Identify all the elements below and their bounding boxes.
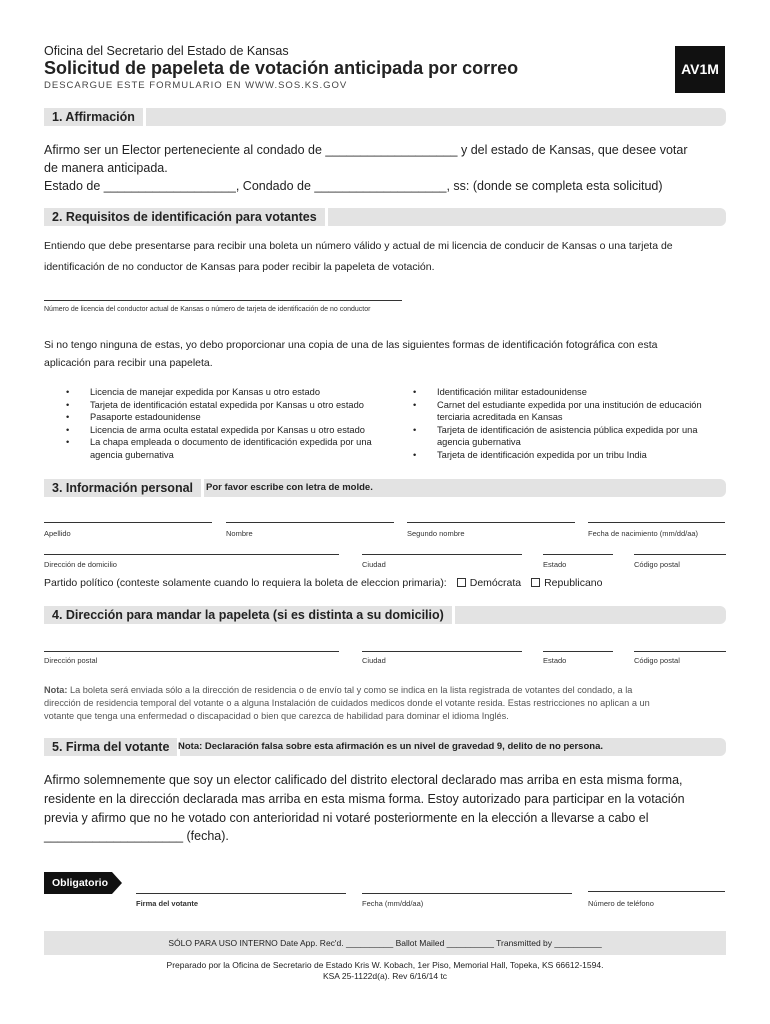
form-code-badge (675, 46, 725, 93)
mail-state-caption: Estado (543, 656, 567, 665)
mail-note (44, 684, 728, 723)
office-name: Oficina del Secretario del Estado de Kansas (44, 44, 289, 58)
oath-line-4: ____________________ (fecha). (44, 829, 229, 843)
mail-address-caption: Dirección postal (44, 656, 98, 665)
nombre-caption: Nombre (226, 529, 253, 538)
list-item: • Licencia de manejar expedida por Kansas u otro estado (66, 386, 386, 399)
id-req-para-1b: identificación de no conductor de Kansas para poder recibir la papeleta de votación. (44, 261, 435, 273)
license-number-caption: Número de licencia del conductor actual de Kansas o número de tarjeta de identificación de no conductor (44, 306, 371, 313)
mail-note-3: votante que tenga una enfermedad o discapacidad o bien que carezca de habilidad para dominar el idioma Inglés. (44, 711, 509, 721)
prepared-by: Preparado por la Oficina de Secretario de Estado Kris W. Kobach, 1er Piso, Memorial Hall, Topeka, KS 66612-1594. (166, 960, 604, 970)
nombre-field[interactable] (226, 522, 394, 523)
domicilio-caption: Dirección de domicilio (44, 560, 117, 569)
affirm-line-1: Afirmo ser un Elector perteneciente al condado de ___________________ y del estado de Kansas, que desee votar (44, 143, 688, 157)
id-list-right (413, 386, 728, 461)
oath-line-3: previa y afirmo que no he votado con anterioridad ni votaré posteriormente en la elección a llevarse a cabo el (44, 811, 649, 825)
section-1-bar (44, 108, 726, 126)
birthdate-field[interactable] (588, 522, 725, 523)
list-item: • Tarjeta de identificación de asistencia pública expedida por una agencia gubernativa (413, 424, 728, 449)
mail-zip-field[interactable] (634, 651, 726, 652)
section-5-heading: 5. Firma del votante (44, 738, 180, 756)
oath-line-1: Afirmo solemnemente que soy un elector calificado del distrito electoral declarado mas arriba en esta misma forma, (44, 773, 683, 787)
section-2-heading: 2. Requisitos de identificación para votantes (44, 208, 328, 226)
segundo-nombre-field[interactable] (407, 522, 575, 523)
license-number-line[interactable] (44, 300, 402, 301)
sign-date-field[interactable] (362, 893, 572, 894)
form-title: Solicitud de papeleta de votación anticipada por correo (44, 58, 519, 78)
mail-state-field[interactable] (543, 651, 613, 652)
section-3-heading: 3. Información personal (44, 479, 204, 497)
id-req-para-2a: Si no tengo ninguna de estas, yo debo proporcionar una copia de una de las siguientes formas de identificación fotográfica con esta (44, 339, 658, 351)
id-req-para-2b: aplicación para recibir una papeleta. (44, 357, 213, 369)
birthdate-caption: Fecha de nacimiento (mm/dd/aa) (588, 529, 699, 538)
ciudad-caption: Ciudad (362, 560, 386, 569)
list-item: • Licencia de arma oculta estatal expedida por Kansas u otro estado (66, 424, 386, 437)
affirm-line-3: Estado de ___________________, Condado de ___________________, ss: (donde se completa esta solicitud) (44, 179, 663, 193)
phone-caption: Número de teléfono (588, 899, 654, 908)
internal-use-text: SÓLO PARA USO INTERNO Date App. Rec'd. __________ Ballot Mailed __________ Transmitted by __________ (168, 938, 602, 948)
list-item: • Tarjeta de identificación expedida por un tribu India (413, 449, 728, 462)
affirm-line-2: de manera anticipada. (44, 161, 168, 175)
id-list-left (66, 386, 386, 461)
party-prompt: Partido político (conteste solamente cuando lo requiera la boleta de eleccion primaria): (44, 577, 447, 589)
list-item: • Carnet del estudiante expedida por una institución de educación terciaria acreditada en Kansas (413, 399, 728, 424)
signature-field[interactable] (136, 893, 346, 894)
mail-note-label: Nota: (44, 685, 68, 695)
democrat-label: Demócrata (469, 577, 522, 589)
section-5-note: Nota: Declaración falsa sobre esta afirmación es un nivel de gravedad 9, delito de no persona. (178, 741, 603, 752)
domicilio-field[interactable] (44, 554, 339, 555)
phone-field[interactable] (588, 891, 725, 892)
section-4-heading: 4. Dirección para mandar la papeleta (si es distinta a su domicilio) (44, 606, 455, 624)
revision-ref: KSA 25-1122d(a). Rev 6/16/14 tc (322, 971, 448, 981)
list-item: • La chapa empleada o documento de identificación expedida por una agencia gubernativa (66, 436, 382, 461)
postal-caption: Código postal (634, 560, 680, 569)
apellido-field[interactable] (44, 522, 212, 523)
segundo-nombre-caption: Segundo nombre (407, 529, 465, 538)
republican-checkbox[interactable] (531, 578, 540, 587)
party-row (44, 577, 602, 589)
republican-label: Republicano (544, 577, 603, 589)
signature-caption: Firma del votante (136, 899, 199, 908)
mail-note-2: dirección de residencia temporal del votante o a alguna Instalación de cuidados medicos donde el votante resida. Estas restricciones no aplican a un (44, 698, 650, 708)
mail-zip-caption: Código postal (634, 656, 680, 665)
form-code: AV1M (681, 61, 719, 77)
id-req-para-1a: Entiendo que debe presentarse para recibir una boleta un número válido y actual de mi licencia de conducir de Kansas o una tarjeta de (44, 240, 673, 252)
postal-field[interactable] (634, 554, 726, 555)
mail-city-caption: Ciudad (362, 656, 386, 665)
internal-use-box (44, 931, 726, 955)
oath-line-2: residente en la dirección declarada mas arriba en esta misma forma. Estoy autorizado para participar en la votación (44, 792, 685, 806)
mail-address-field[interactable] (44, 651, 339, 652)
section-3-note: Por favor escribe con letra de molde. (206, 482, 373, 493)
list-item: • Tarjeta de identificación estatal expedida por Kansas u otro estado (66, 399, 386, 412)
mail-city-field[interactable] (362, 651, 522, 652)
required-label: Obligatorio (52, 877, 108, 889)
required-tag (44, 872, 108, 894)
section-1-heading: 1. Affirmación (44, 108, 146, 126)
mail-note-1: La boleta será enviada sólo a la dirección de residencia o de envío tal y como se indica en la lista registrada de votantes del condado, a la (67, 685, 633, 695)
estado-field[interactable] (543, 554, 613, 555)
democrat-checkbox[interactable] (457, 578, 466, 587)
download-url: DESCARGUE ESTE FORMULARIO EN WWW.SOS.KS.GOV (44, 80, 348, 91)
list-item: • Identificación militar estadounidense (413, 386, 728, 399)
ciudad-field[interactable] (362, 554, 522, 555)
estado-caption: Estado (543, 560, 567, 569)
sign-date-caption: Fecha (mm/dd/aa) (362, 899, 424, 908)
list-item: • Pasaporte estadounidense (66, 411, 386, 424)
apellido-caption: Apellido (44, 529, 71, 538)
